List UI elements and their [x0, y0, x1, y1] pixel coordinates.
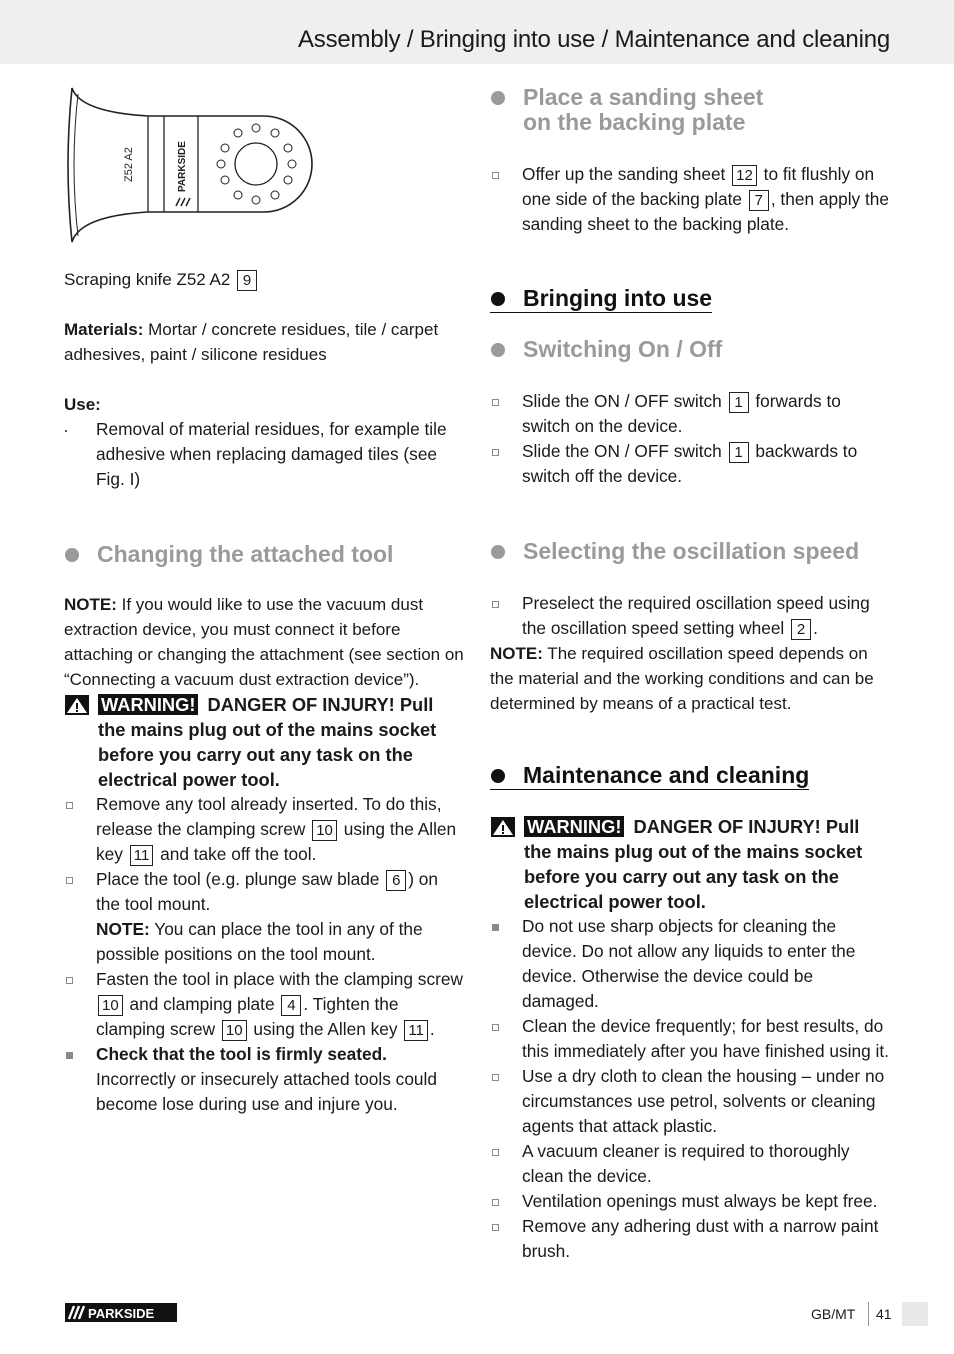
heading-oscillation-speed: Selecting the oscillation speed — [490, 539, 890, 564]
page-title: Assembly / Bringing into use / Maintenance and cleaning — [297, 26, 890, 53]
warning-icon — [490, 816, 516, 838]
use-label: Use: — [64, 395, 101, 414]
changing-warning: WARNING! DANGER OF INJURY! Pull the mains plug out of the mains socket before you carry out any task on the electrical power tool. — [64, 692, 464, 792]
footer-separator — [868, 1302, 869, 1326]
maintenance-item: Ventilation openings must always be kept free. — [490, 1189, 890, 1214]
changing-step-3: Fasten the tool in place with the clamping screw 10 and clamping plate 4 . Tighten the clamping screw 10 using the Allen key 11 . — [64, 967, 464, 1042]
footer-tab — [902, 1302, 928, 1326]
scraping-knife-figure — [64, 82, 324, 250]
maintenance-item: A vacuum cleaner is required to thoroughly clean the device. — [490, 1139, 890, 1189]
changing-note: NOTE: If you would like to use the vacuum dust extraction device, you must connect it before attaching or changing the attachment (see section on “Connecting a vacuum dust extraction device”). — [64, 595, 464, 689]
maintenance-item: Do not use sharp objects for cleaning the device. Do not allow any liquids to enter the device. Otherwise the device could be damaged. — [490, 914, 890, 1014]
switching-step-1: Slide the ON / OFF switch 1 forwards to switch on the device. — [490, 389, 890, 439]
changing-step-2: Place the tool (e.g. plunge saw blade 6 ) on the tool mount. NOTE: You can place the tool in any of the possible positions on the tool mount. — [64, 867, 464, 967]
left-column — [64, 80, 464, 1117]
speed-step-1: Preselect the required oscillation speed using the oscillation speed setting wheel 2 . — [490, 591, 890, 641]
warning-icon — [64, 694, 90, 716]
page-number: 41 — [876, 1306, 892, 1322]
maintenance-warning: WARNING! DANGER OF INJURY! Pull the mains plug out of the mains socket before you carry out any task on the electrical power tool. — [490, 814, 890, 914]
materials-paragraph: Materials: Mortar / concrete residues, tile / carpet adhesives, paint / silicone residues — [64, 320, 439, 364]
footer-region-code: GB/MT — [811, 1306, 856, 1322]
heading-switching: Switching On / Off — [490, 337, 890, 362]
sanding-step-1: Offer up the sanding sheet 12 to fit flushly on one side of the backing plate 7 , then apply the sanding sheet to the backing plate. — [490, 162, 890, 237]
maintenance-item: Clean the device frequently; for best results, do this immediately after you have finished using it. — [490, 1014, 890, 1064]
speed-note: NOTE: The required oscillation speed depends on the material and the working conditions and can be determined by means of a practical test. — [490, 644, 874, 713]
maintenance-item: Remove any adhering dust with a narrow paint brush. — [490, 1214, 890, 1264]
heading-sanding-sheet: Place a sanding sheet on the backing plate — [490, 85, 783, 135]
maintenance-item: Use a dry cloth to clean the housing – under no circumstances use petrol, solvents or cleaning agents that attack plastic. — [490, 1064, 890, 1139]
heading-maintenance: Maintenance and cleaning — [490, 762, 809, 790]
blade-code-text: Z52 A2 — [123, 147, 135, 182]
parkside-logo — [65, 1303, 177, 1322]
right-column — [490, 85, 890, 1264]
heading-changing-tool: Changing the attached tool — [64, 542, 464, 567]
heading-bringing-into-use: Bringing into use — [490, 285, 712, 313]
switching-step-2: Slide the ON / OFF switch 1 backwards to switch off the device. — [490, 439, 890, 489]
blade-brand-text: PARKSIDE — [177, 141, 188, 192]
changing-step-1: Remove any tool already inserted. To do this, release the clamping screw 10 using the Allen key 11 and take off the tool. — [64, 792, 464, 867]
changing-step-4: Check that the tool is firmly seated. Incorrectly or insecurely attached tools could become lose during use and injure you. — [64, 1042, 464, 1117]
footer-brand-text: PARKSIDE — [88, 1306, 155, 1321]
ref-9: 9 — [237, 270, 257, 291]
figure-caption: Scraping knife Z52 A2 9 — [64, 267, 464, 292]
use-item: Removal of material residues, for example tile adhesive when replacing damaged tiles (see Fig. I) — [64, 417, 464, 492]
